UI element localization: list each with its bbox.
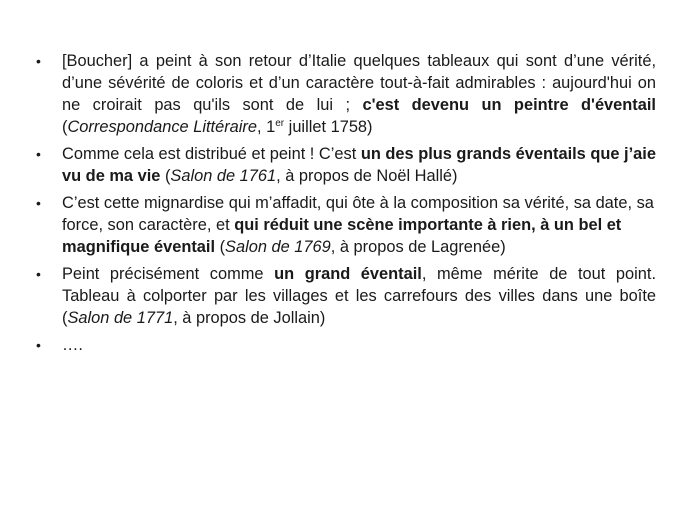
quote-emphasis: un des plus grands éventails que j’aie vu de ma vie (62, 145, 656, 185)
source-title: Salon de 1761 (170, 167, 277, 185)
bullet-dot: • (36, 53, 41, 69)
quote-text: [Boucher] a peint à son retour d’Italie quelques tableaux qui sont d’une vérité, d’une sévérité de coloris et d’un caractère tout-à-fait admirables : aujourd'hui on ne croirait pas qu'ils sont de lui ; (62, 52, 656, 114)
bullet-dot: • (36, 146, 41, 162)
quote-text: , à propos de Noël Hallé) (276, 167, 458, 185)
bullet-item-ellipsis (36, 334, 656, 356)
ellipsis-text: …. (62, 336, 83, 354)
bullet-item-jollain (36, 263, 656, 329)
quote-emphasis: qui réduit une scène importante à rien, à un bel et magnifique éventail (62, 216, 622, 256)
source-title: Correspondance Littéraire (67, 118, 257, 136)
quote-text: Comme cela est distribué et peint ! C’est (62, 145, 361, 163)
bullet-list (36, 50, 656, 361)
quote-emphasis: c'est devenu un peintre d'éventail (362, 96, 656, 114)
bullet-item-halle (36, 143, 656, 187)
bullet-dot: • (36, 195, 41, 211)
quote-text: , à propos de Jollain) (173, 309, 326, 327)
source-title: Salon de 1769 (225, 238, 331, 256)
quote-emphasis: un grand éventail (274, 265, 422, 283)
quote-text: ( (62, 118, 68, 136)
bullet-item-boucher (36, 50, 656, 138)
quote-text: , même mérite de tout point. Tableau à colporter par les villages et les carrefours des villes dans une boîte ( (62, 265, 657, 327)
quote-text: juillet 1758) (284, 118, 373, 136)
quote-text: ( (160, 167, 171, 185)
bullet-dot: • (36, 337, 41, 353)
quote-text: ( (215, 238, 226, 256)
quote-text: , 1 (256, 118, 276, 136)
source-title: Salon de 1771 (67, 309, 174, 327)
quote-text: , à propos de Lagrenée) (330, 238, 506, 256)
bullet-dot: • (36, 266, 41, 282)
quote-text: C’est cette mignardise qui m’affadit, qui ôte à la composition sa vérité, sa date, sa force, son caractère, et (62, 194, 654, 234)
quote-text: Peint précisément comme (62, 265, 275, 283)
superscript: er (275, 118, 285, 129)
bullet-item-lagrenee (36, 192, 656, 258)
